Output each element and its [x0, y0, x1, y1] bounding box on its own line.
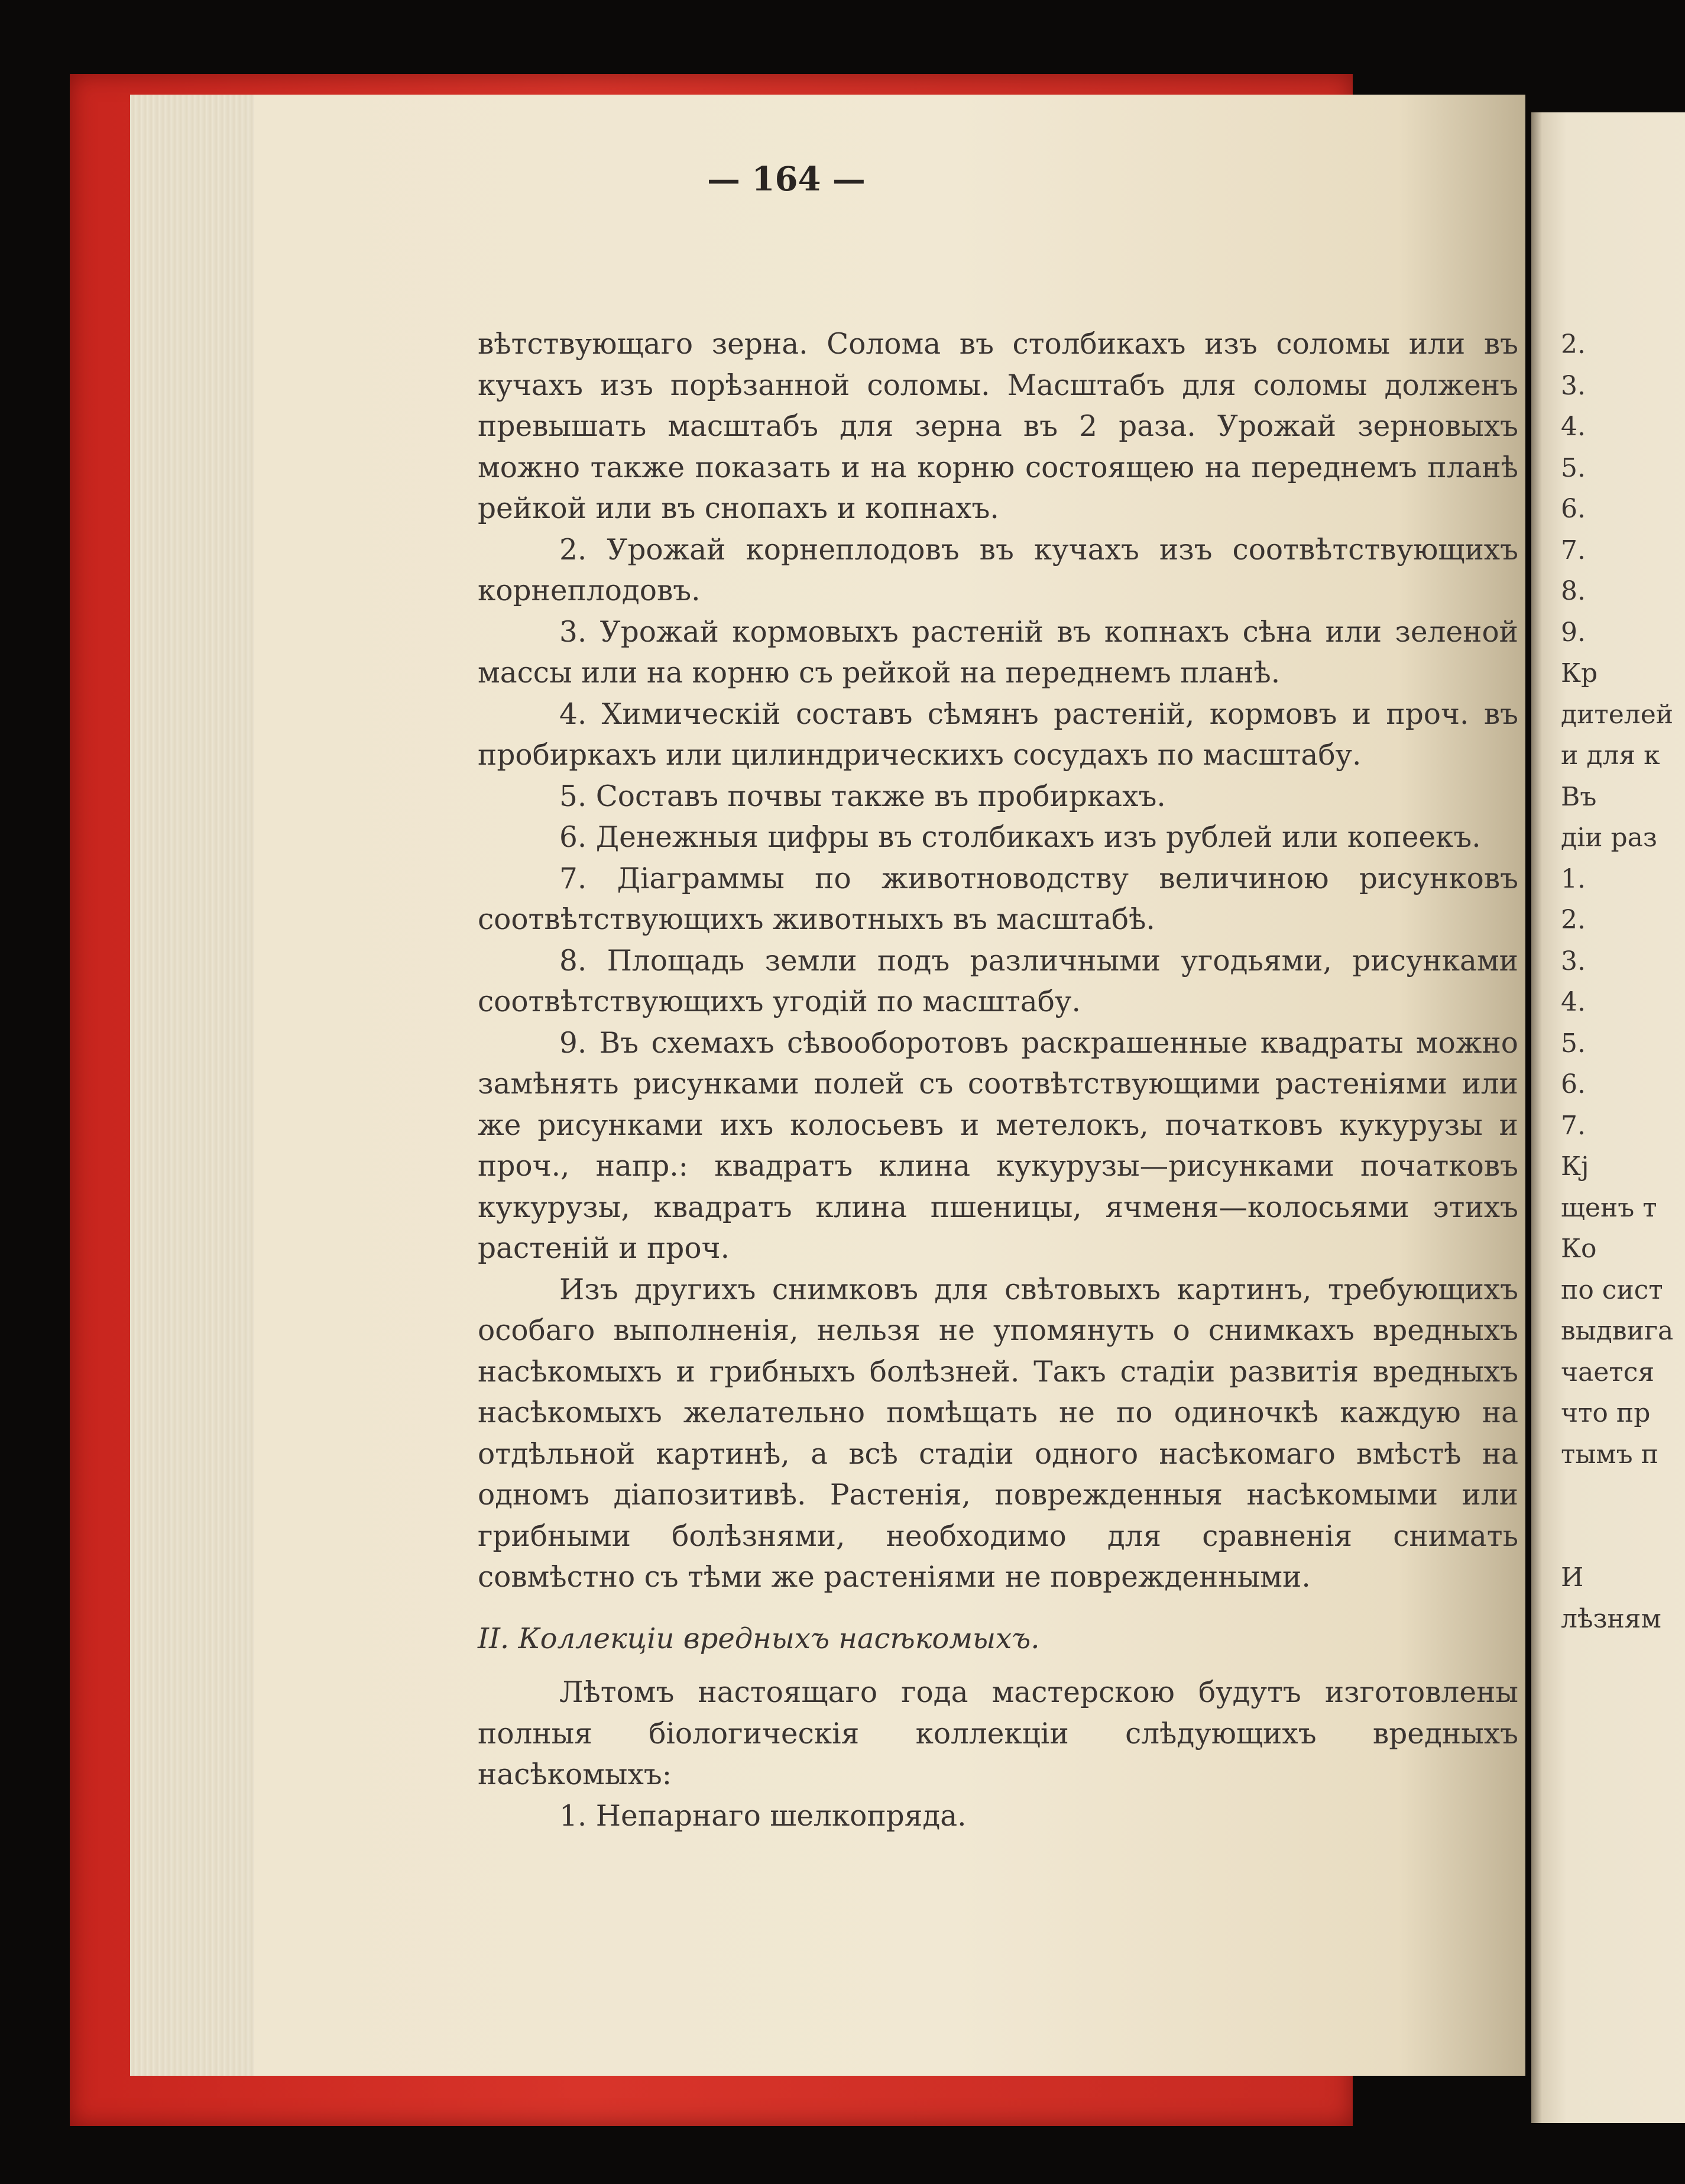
paragraph: Изъ другихъ снимковъ для свѣтовыхъ картинъ, требующихъ особаго выполненія, нельзя не упомянуть о снимкахъ вредныхъ насѣкомыхъ и грибныхъ болѣзней. Такъ стадіи развитія вредныхъ насѣкомыхъ желательно помѣщать не по одиночкѣ каждую на отдѣльной картинѣ, а всѣ стадіи одного насѣкомаго вмѣстѣ на одномъ діапозитивѣ. Растенія, поврежденныя насѣкомыми или грибными болѣзнями, необходимо для сравненія снимать совмѣстно съ тѣми же растеніями не поврежденными.: [478, 1273, 1518, 1594]
paragraph: 2. Урожай корнеплодовъ въ кучахъ изъ соотвѣтствующихъ корнеплодовъ.: [478, 533, 1518, 607]
facing-page-line: чается: [1561, 1357, 1655, 1387]
facing-page-line: 9.: [1561, 617, 1586, 648]
facing-page-line: 6.: [1561, 1069, 1586, 1099]
paragraph: вѣтствующаго зерна. Солома въ столбикахъ изъ соломы или въ кучахъ изъ порѣзанной соломы. Масштабъ для соломы долженъ превышать масштабъ для зерна въ 2 раза. Урожай зерновыхъ можно также показать и на корню состоящею на переднемъ планѣ рейкой или въ снопахъ и копнахъ.: [478, 328, 1518, 525]
facing-page-line: тымъ п: [1561, 1439, 1658, 1470]
facing-page-line: 8.: [1561, 576, 1586, 606]
paragraph: Лѣтомъ настоящаго года мастерскою будутъ изготовлены полныя біологическія коллекціи слѣдующихъ вредныхъ насѣкомыхъ:: [478, 1676, 1518, 1791]
facing-page-line: 4.: [1561, 412, 1586, 442]
list-item: 1. Непарнаго шелкопряда.: [559, 1799, 967, 1833]
facing-page-line: 5.: [1561, 452, 1586, 483]
facing-page-line: 1.: [1561, 863, 1586, 894]
facing-page-line: щенъ т: [1561, 1192, 1657, 1223]
facing-page-line: Кј: [1561, 1151, 1589, 1182]
facing-page-line: 3.: [1561, 946, 1586, 976]
facing-page-line: [1561, 1475, 1685, 1516]
facing-page-line: по сист: [1561, 1274, 1663, 1305]
facing-page-line: 2.: [1561, 329, 1586, 360]
facing-page-line: 2.: [1561, 905, 1586, 935]
facing-page-line: діи раз: [1561, 823, 1657, 853]
facing-page-line: И: [1561, 1562, 1584, 1593]
paragraph: 4. Химическій составъ сѣмянъ растеній, кормовъ и проч. въ пробиркахъ или цилиндрическихъ сосудахъ по масштабу.: [478, 697, 1518, 772]
paragraph: 6. Денежныя цифры въ столбикахъ изъ рублей или копеекъ.: [559, 821, 1481, 854]
facing-page-line: 7.: [1561, 535, 1586, 565]
page-number: — 164 —: [707, 160, 866, 199]
paragraph: 5. Составъ почвы также въ пробиркахъ.: [559, 779, 1166, 813]
paragraph: 9. Въ схемахъ сѣвооборотовъ раскрашенные квадраты можно замѣнять рисунками полей съ соотвѣтствующими растеніями или же рисунками ихъ колосьевъ и метелокъ, початковъ кукурузы и проч., напр.: квадратъ клина кукурузы—рисунками початковъ кукурузы, квадратъ клина пшеницы, ячменя—колосьями этихъ растеній и проч.: [478, 1026, 1518, 1265]
paragraph: 8. Площадь земли подъ различными угодьями, рисунками соотвѣтствующихъ угодій по масштабу.: [478, 944, 1518, 1018]
facing-page-line: 6.: [1561, 494, 1586, 524]
paragraph: 7. Діаграммы по животноводству величиною рисунковъ соотвѣтствующихъ животныхъ въ масштабѣ.: [478, 862, 1518, 936]
facing-page-line: и для к: [1561, 740, 1660, 771]
facing-page-line: 7.: [1561, 1110, 1586, 1141]
facing-page-line: выдвига: [1561, 1316, 1674, 1346]
paragraph: 3. Урожай кормовыхъ растеній въ копнахъ сѣна или зеленой массы или на корню съ рейкой на переднемъ планѣ.: [478, 615, 1518, 690]
facing-page-line: дителей: [1561, 699, 1674, 730]
facing-page-line: что пр: [1561, 1398, 1651, 1428]
facing-page-text: [1561, 324, 1685, 1639]
facing-page-line: 4.: [1561, 987, 1586, 1017]
facing-page-line: [1561, 1516, 1685, 1558]
facing-page-line: Кр: [1561, 658, 1598, 688]
facing-page-line: лѣзням: [1561, 1603, 1661, 1634]
facing-page-line: Въ: [1561, 781, 1597, 812]
facing-page-line: 3.: [1561, 370, 1586, 401]
facing-page-line: Ко: [1561, 1234, 1597, 1264]
page-body: [478, 324, 1518, 1837]
facing-page-line: 5.: [1561, 1028, 1586, 1059]
section-heading: II. Коллекціи вредныхъ насѣкомыхъ.: [478, 1622, 1040, 1655]
